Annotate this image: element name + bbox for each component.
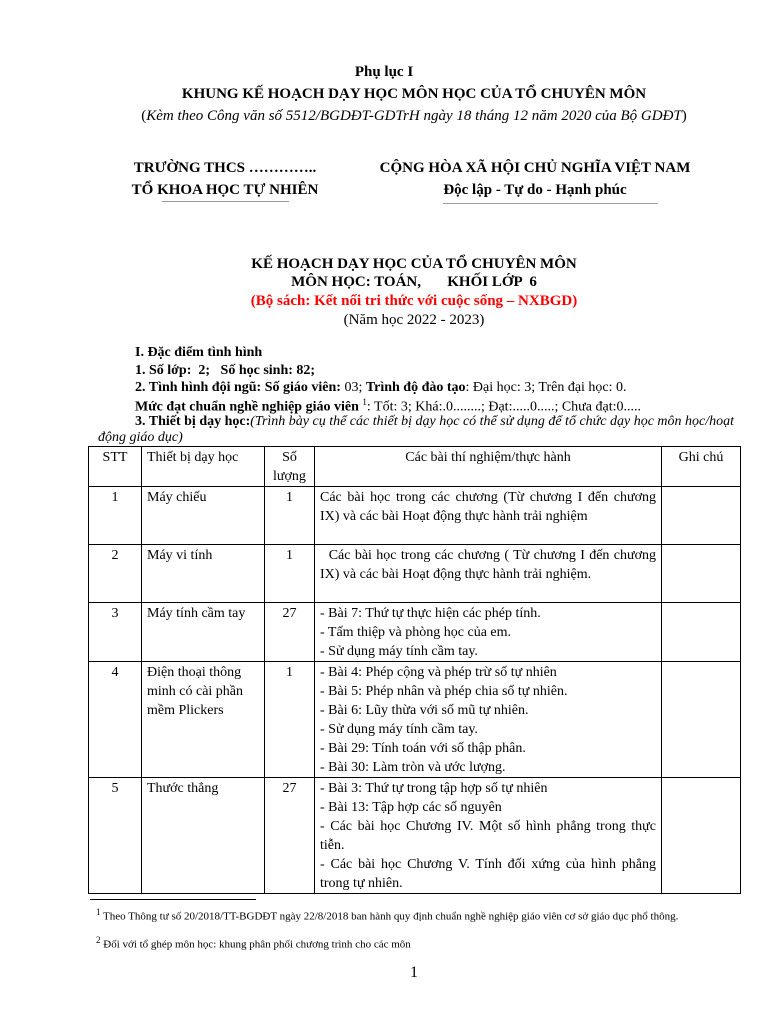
- footnote-separator: [90, 899, 256, 900]
- school-name: TRƯỜNG THCS …………..: [133, 160, 317, 176]
- lesson-item: - Bài 3: Thứ tự trong tập hợp số tự nhiên: [320, 781, 548, 796]
- equipment-table: [88, 446, 741, 894]
- level-label: Trình độ đào tạo: [365, 380, 466, 395]
- nation-name: CỘNG HÒA XÃ HỘI CHỦ NGHĨA VIỆT NAM: [379, 160, 691, 176]
- footnote-text: Đối với tổ ghép môn học: khung phân phối chương trình cho các môn: [100, 938, 411, 951]
- lesson-item: - Bài 6: Lũy thừa với số mũ tự nhiên.: [320, 703, 529, 718]
- standard-label: Mức đạt chuẩn nghề nghiệp giáo viên: [135, 399, 359, 415]
- lesson-item: - Bài 13: Tập hợp các số nguyên: [320, 800, 502, 815]
- row-stt: 2: [89, 545, 142, 603]
- lesson-item: - Bài 5: Phép nhân và phép chia số tự nhiên.: [320, 684, 568, 699]
- row-lessons: Các bài học trong các chương ( Từ chương I đến chương IX) và các bài Hoạt động thực hành trải nghiệm.: [315, 545, 662, 603]
- plan-subject: MÔN HỌC: TOÁN, KHỐI LỚP 6: [291, 274, 537, 290]
- plan-year: (Năm học 2022 - 2023): [343, 312, 485, 328]
- level-value: : Đại học: 3; Trên đại học: 0.: [465, 380, 627, 395]
- footnote-1: [96, 906, 756, 924]
- row-lessons: [315, 662, 662, 778]
- row-note: [662, 778, 741, 894]
- plan-book: (Bộ sách: Kết nối tri thức với cuộc sống – NXBGD): [250, 293, 578, 309]
- footnote-mark: 2: [96, 935, 101, 945]
- reference-close: ): [681, 108, 687, 124]
- table-row: [89, 487, 741, 545]
- footnote-mark: 1: [96, 907, 101, 917]
- row-note: [662, 603, 741, 662]
- reference-text: Kèm theo Công văn số 5512/BGDĐT-GDTrH ngày 18 tháng 12 năm 2020 của Bộ GDĐT: [146, 108, 682, 124]
- department-underline: [162, 201, 289, 202]
- staff-count: 03;: [340, 380, 366, 395]
- footnote-text: Theo Thông tư số 20/2018/TT-BGDĐT ngày 22/8/2018 ban hành quy định chuẩn nghề nghiệp giáo viên cơ sở giáo dục phổ thông.: [100, 910, 679, 923]
- lesson-item: - Tấm thiệp và phòng học của em.: [320, 625, 512, 640]
- table-row: [89, 603, 741, 662]
- row-stt: 1: [89, 487, 142, 545]
- row-stt: 4: [89, 662, 142, 778]
- footnote-2: [96, 934, 756, 952]
- equipment-label: 3. Thiết bị dạy học:: [135, 414, 251, 429]
- table-row: [89, 545, 741, 603]
- row-quantity: 27: [265, 778, 315, 894]
- row-quantity: 1: [265, 487, 315, 545]
- row-stt: 3: [89, 603, 142, 662]
- standard-footnote-mark: 1: [362, 397, 367, 407]
- framework-title: KHUNG KẾ HOẠCH DẠY HỌC MÔN HỌC CỦA TỔ CHUYÊN MÔN: [181, 86, 647, 102]
- class-stats: 1. Số lớp: 2; Số học sinh: 82;: [135, 363, 316, 378]
- lesson-item: - Sử dụng máy tính cầm tay.: [320, 722, 478, 737]
- row-stt: 5: [89, 778, 142, 894]
- row-lessons: Các bài học trong các chương (Từ chương I đến chương IX) và các bài Hoạt động thực hành trải nghiệm: [315, 487, 662, 545]
- lesson-item: - Sử dụng máy tính cầm tay.: [320, 644, 478, 659]
- table-header-row: [89, 447, 741, 487]
- plan-title: KẾ HOẠCH DẠY HỌC CỦA TỔ CHUYÊN MÔN: [251, 256, 577, 272]
- nation-motto: Độc lập - Tự do - Hạnh phúc: [443, 182, 627, 198]
- page-number: 1: [410, 964, 418, 981]
- header-device: Thiết bị dạy học: [142, 447, 265, 487]
- motto-underline: [443, 203, 658, 204]
- section-heading: I. Đặc điểm tình hình: [135, 345, 263, 360]
- row-device: Điện thoại thông minh có cài phần mềm Plickers: [142, 662, 265, 778]
- row-quantity: 1: [265, 545, 315, 603]
- row-device: Máy tính cầm tay: [142, 603, 265, 662]
- appendix-label: Phụ lục I: [354, 64, 414, 80]
- department-name: TỔ KHOA HỌC TỰ NHIÊN: [131, 182, 319, 198]
- row-quantity: 27: [265, 603, 315, 662]
- staff-line: [135, 380, 627, 396]
- header-quantity: Số lượng: [265, 447, 315, 487]
- staff-label: 2. Tình hình đội ngũ: Số giáo viên:: [135, 380, 341, 395]
- header-lessons: Các bài thí nghiệm/thực hành: [315, 447, 662, 487]
- row-device: Thước thẳng: [142, 778, 265, 894]
- standard-value: : Tốt: 3; Khá:.0........; Đạt:.....0.....; Chưa đạt:0.....: [366, 399, 641, 415]
- equipment-note: (Trình bày cụ thể các thiết bị dạy học có thể sử dụng để tổ chức dạy học môn học/hoạt động giáo dục): [98, 414, 735, 445]
- row-note: [662, 487, 741, 545]
- table-row: [89, 778, 741, 894]
- lesson-item: - Bài 4: Phép cộng và phép trừ số tự nhiên: [320, 665, 557, 680]
- standard-line: [135, 397, 641, 416]
- lesson-item: - Bài 7: Thứ tự thực hiện các phép tính.: [320, 606, 541, 621]
- lesson-item: - Các bài học Chương IV. Một số hình phẳng trong thực tiễn.: [320, 819, 656, 853]
- reference-open: (: [141, 108, 147, 124]
- lesson-item: - Bài 29: Tính toán với số thập phân.: [320, 741, 526, 756]
- lesson-item: - Bài 30: Làm tròn và ước lượng.: [320, 760, 506, 775]
- lesson-item: - Các bài học Chương V. Tính đối xứng của hình phẳng trong tự nhiên.: [320, 857, 656, 891]
- row-quantity: 1: [265, 662, 315, 778]
- row-note: [662, 662, 741, 778]
- reference-line: [0, 108, 768, 125]
- header-stt: STT: [89, 447, 142, 487]
- row-device: Máy chiếu: [142, 487, 265, 545]
- equipment-line: [98, 414, 738, 446]
- row-lessons: [315, 603, 662, 662]
- row-device: Máy vi tính: [142, 545, 265, 603]
- row-note: [662, 545, 741, 603]
- row-lessons: [315, 778, 662, 894]
- header-note: Ghi chú: [662, 447, 741, 487]
- table-row: [89, 662, 741, 778]
